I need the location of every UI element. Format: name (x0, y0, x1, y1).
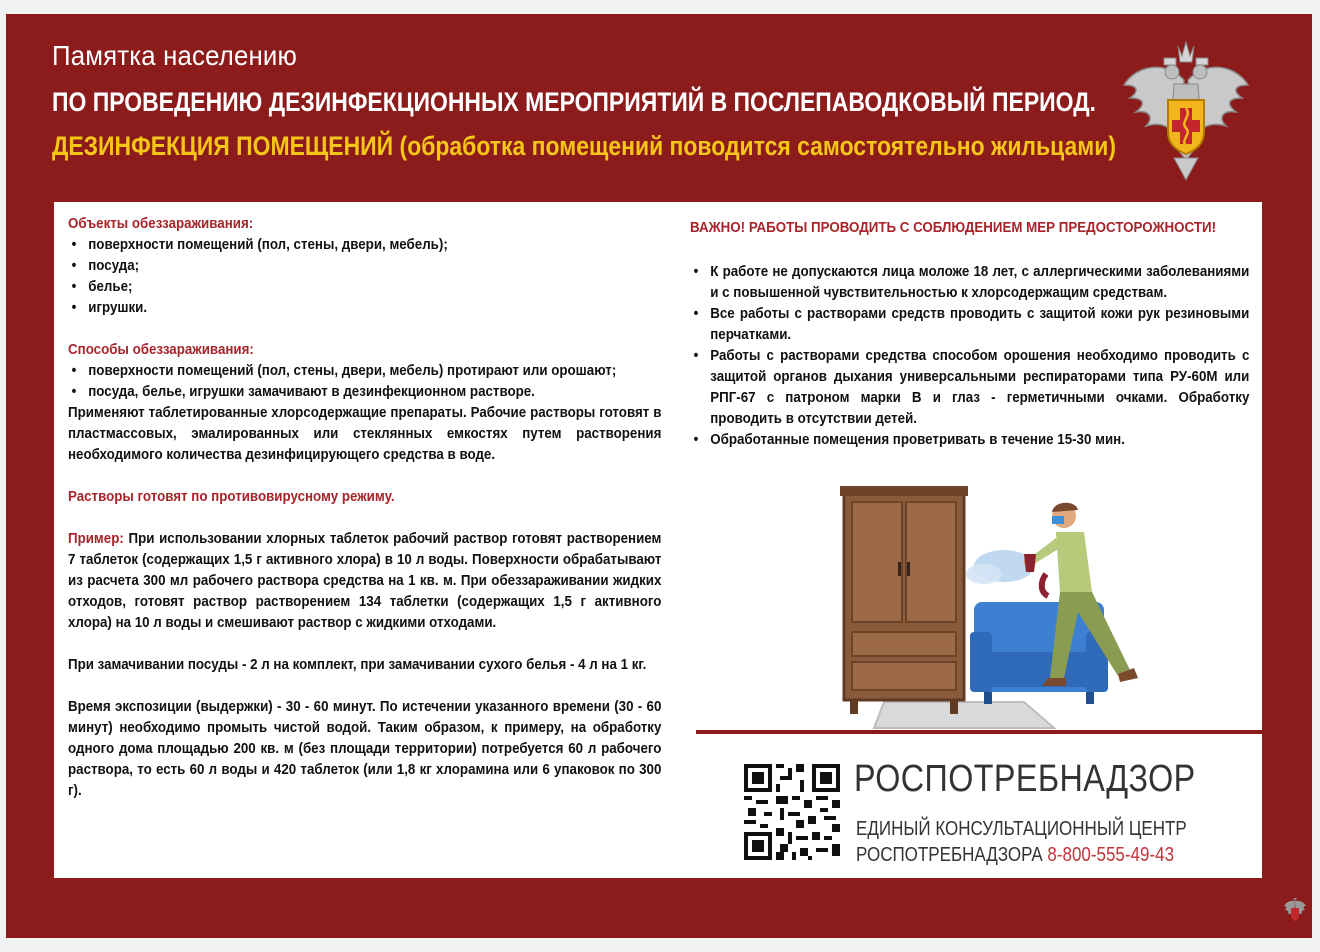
list-item: • поверхности помещений (пол, стены, двери, мебель) протирают или орошают; (88, 361, 661, 382)
objects-list (68, 235, 661, 319)
exposure-text: Время экспозиции (выдержки) - 30 - 60 минут. По истечении указанного времени (30 - 60 минут) необходимо промыть чистой водой. Таким образом, к примеру, на обработку одного дома площадью 200 кв. м (без площади территории) потребуется 60 л рабочего раствора, то есть 60 л воды и 420 таблеток (или 1,8 кг хлорамина или 6 упаковок по 300 г). (68, 699, 662, 799)
list-item: • посуда; (88, 256, 661, 277)
qr-code-icon[interactable] (744, 764, 840, 860)
list-item: • К работе не допускаются лица моложе 18 лет, с аллергическими заболеваниями и с повышенной чувствительностью к хлорсодержащим средствам. (710, 262, 1249, 304)
methods-text: Применяют таблетированные хлорсодержащие препараты. Рабочие растворы готовят в пластмассовых, эмалированных или стеклянных емкостях путем растворения необходимого количества дезинфицирующего средства в воде. (68, 405, 662, 463)
methods-list (68, 361, 661, 403)
example-paragraph (68, 529, 661, 634)
brand-name: РОСПОТРЕБНАДЗОР (854, 758, 1196, 800)
methods-title: Способы обеззараживания: (68, 342, 254, 358)
phone-number[interactable]: 8-800-555-49-43 (1047, 844, 1175, 866)
center-line2 (856, 844, 1174, 867)
header-line3 (52, 131, 1116, 162)
regime-text: Растворы готовят по противовирусному режиму. (68, 489, 395, 505)
header-line2: ПО ПРОВЕДЕНИЮ ДЕЗИНФЕКЦИОННЫХ МЕРОПРИЯТИЙ В ПОСЛЕПАВОДКОВЫЙ ПЕРИОД. (52, 87, 1096, 117)
header-line1: Памятка населению (52, 40, 297, 71)
header-line3-strong: ДЕЗИНФЕКЦИЯ ПОМЕЩЕНИЙ (52, 131, 394, 161)
center-line2-text: РОСПОТРЕБНАДЗОРА (856, 844, 1048, 866)
disinfection-illustration-icon (834, 482, 1194, 732)
list-item: • Обработанные помещения проветривать в течение 15-30 мин. (710, 430, 1249, 451)
coat-of-arms-emblem-icon (1116, 40, 1256, 185)
warning-heading: ВАЖНО! РАБОТЫ ПРОВОДИТЬ С СОБЛЮДЕНИЕМ МЕР ПРЕДОСТОРОЖНОСТИ! (690, 220, 1217, 236)
list-item: • игрушки. (88, 298, 661, 319)
list-item: • белье; (88, 277, 661, 298)
list-item: • поверхности помещений (пол, стены, двери, мебель); (88, 235, 661, 256)
center-line1: ЕДИНЫЙ КОНСУЛЬТАЦИОННЫЙ ЦЕНТР (856, 818, 1187, 840)
list-item: • Все работы с растворами средств проводить с защитой кожи рук резиновыми перчатками. (710, 304, 1249, 346)
objects-title: Объекты обеззараживания: (68, 216, 254, 232)
list-item: • Работы с растворами средства способом орошения необходимо проводить с защитой органов дыхания универсальными респираторами типа РУ-60М или РПГ-67 с патроном марки В и глаз - герметичными очками. Обработку проводить в отсутствии детей. (710, 346, 1249, 430)
left-column (68, 214, 660, 802)
soak-text: При замачивании посуды - 2 л на комплект, при замачивании сухого белья - 4 л на 1 кг. (68, 657, 647, 673)
safety-rules-list (690, 262, 1249, 451)
list-item: • посуда, белье, игрушки замачивают в дезинфекционном растворе. (88, 382, 661, 403)
example-text: При использовании хлорных таблеток рабочий раствор готовят растворением 7 таблеток (содержащих 1,5 г активного хлора) в 10 л воды. Поверхности обрабатывают из расчета 300 мл рабочего раствора средства на 1 кв. м. При обеззараживании жидких отходов, готовят раствор растворением 134 таблетки (содержащих 1,5 г активного хлора) на 10 л воды и смешивают раствор с жидкими отходами. (68, 531, 662, 631)
example-label: Пример: (68, 531, 124, 547)
divider (696, 730, 1262, 734)
content-panel (54, 202, 1262, 878)
poster (6, 14, 1312, 938)
small-emblem-icon (1283, 898, 1307, 924)
right-column (690, 218, 1250, 451)
header-line3-rest: (обработка помещений поводится самостоятельно жильцами) (393, 131, 1117, 161)
